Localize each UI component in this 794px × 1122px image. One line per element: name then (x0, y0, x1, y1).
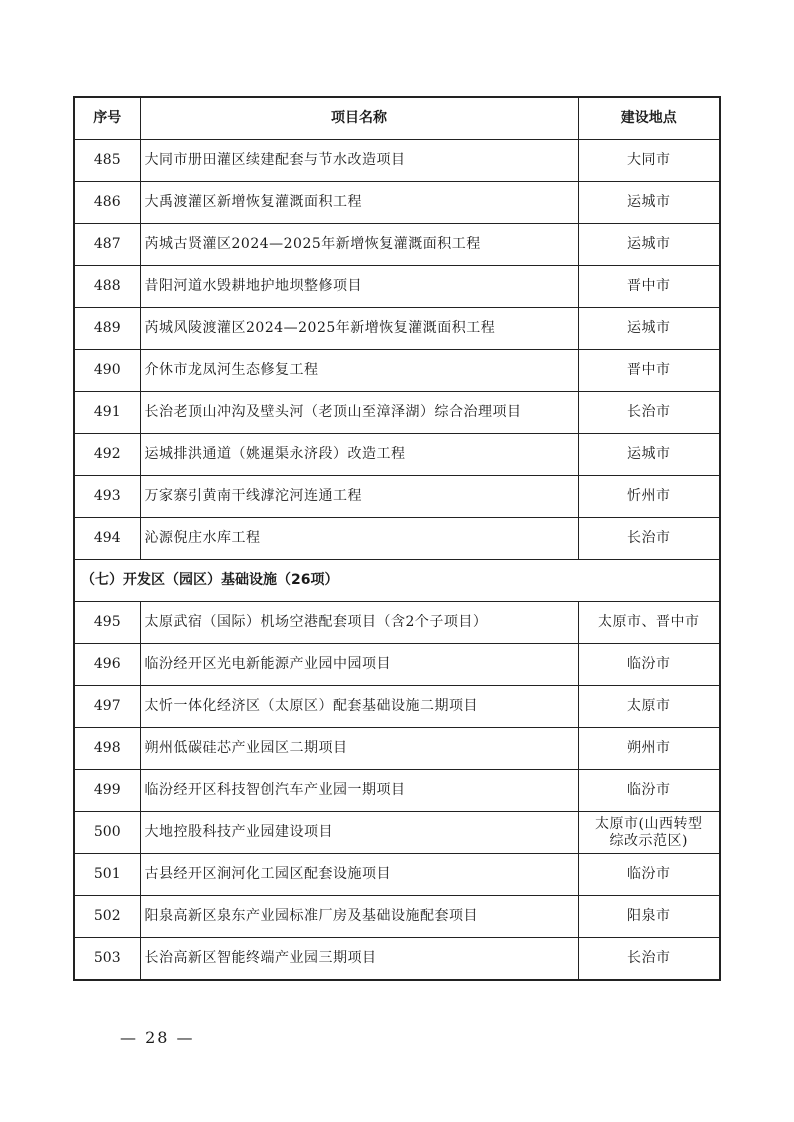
row-name: 昔阳河道水毁耕地护地坝整修项目 (140, 266, 578, 308)
row-name: 朔州低碳硅芯产业园区二期项目 (140, 728, 578, 770)
row-name: 临汾经开区光电新能源产业园中园项目 (140, 644, 578, 686)
header-no: 序号 (74, 97, 140, 140)
page-number: — 28 — (120, 1028, 195, 1047)
table-row (74, 518, 720, 560)
row-name: 临汾经开区科技智创汽车产业园一期项目 (140, 770, 578, 812)
row-name: 运城排洪通道（姚暹渠永济段）改造工程 (140, 434, 578, 476)
row-name: 阳泉高新区泉东产业园标准厂房及基础设施配套项目 (140, 896, 578, 938)
row-no: 490 (74, 350, 140, 392)
row-location: 运城市 (578, 434, 720, 476)
section-row (74, 560, 720, 602)
row-location: 长治市 (578, 518, 720, 560)
row-no: 495 (74, 602, 140, 644)
row-name: 太忻一体化经济区（太原区）配套基础设施二期项目 (140, 686, 578, 728)
table-row (74, 140, 720, 182)
row-no: 503 (74, 938, 140, 981)
row-no: 488 (74, 266, 140, 308)
table-row (74, 392, 720, 434)
row-name: 大禹渡灌区新增恢复灌溉面积工程 (140, 182, 578, 224)
row-name: 大同市册田灌区续建配套与节水改造项目 (140, 140, 578, 182)
row-no: 500 (74, 812, 140, 854)
table-row (74, 308, 720, 350)
table-row (74, 728, 720, 770)
row-location-line2: 综改示范区) (609, 832, 688, 849)
row-no: 496 (74, 644, 140, 686)
table-row (74, 896, 720, 938)
row-location: 大同市 (578, 140, 720, 182)
row-location: 临汾市 (578, 854, 720, 896)
row-location: 朔州市 (578, 728, 720, 770)
row-name: 介休市龙凤河生态修复工程 (140, 350, 578, 392)
row-location: 阳泉市 (578, 896, 720, 938)
row-name: 大地控股科技产业园建设项目 (140, 812, 578, 854)
row-name: 芮城风陵渡灌区2024—2025年新增恢复灌溉面积工程 (140, 308, 578, 350)
table-row (74, 812, 720, 854)
row-no: 497 (74, 686, 140, 728)
row-no: 489 (74, 308, 140, 350)
table-row (74, 476, 720, 518)
header-location: 建设地点 (578, 97, 720, 140)
table-row (74, 854, 720, 896)
table-row (74, 266, 720, 308)
row-name: 芮城古贤灌区2024—2025年新增恢复灌溉面积工程 (140, 224, 578, 266)
table-row (74, 644, 720, 686)
row-no: 501 (74, 854, 140, 896)
table-row (74, 686, 720, 728)
row-location: 忻州市 (578, 476, 720, 518)
row-location: 运城市 (578, 182, 720, 224)
row-no: 493 (74, 476, 140, 518)
row-location: 临汾市 (578, 644, 720, 686)
table-row (74, 770, 720, 812)
table-row (74, 434, 720, 476)
table-row (74, 182, 720, 224)
row-location: 长治市 (578, 938, 720, 981)
row-no: 485 (74, 140, 140, 182)
row-name: 万家寨引黄南干线滹沱河连通工程 (140, 476, 578, 518)
row-location: 晋中市 (578, 266, 720, 308)
row-location: 临汾市 (578, 770, 720, 812)
header-name: 项目名称 (140, 97, 578, 140)
row-no: 492 (74, 434, 140, 476)
table-row (74, 938, 720, 981)
section-title: （七）开发区（园区）基础设施（26项） (74, 560, 720, 602)
row-name: 太原武宿（国际）机场空港配套项目（含2个子项目） (140, 602, 578, 644)
table-row (74, 350, 720, 392)
row-name: 沁源倪庄水库工程 (140, 518, 578, 560)
row-name: 古县经开区涧河化工园区配套设施项目 (140, 854, 578, 896)
row-no: 498 (74, 728, 140, 770)
row-location: 运城市 (578, 224, 720, 266)
row-name: 长治老顶山冲沟及壁头河（老顶山至漳泽湖）综合治理项目 (140, 392, 578, 434)
row-no: 486 (74, 182, 140, 224)
row-location-line1: 太原市(山西转型 (595, 815, 703, 832)
row-location (578, 812, 720, 854)
table-row (74, 602, 720, 644)
row-location: 运城市 (578, 308, 720, 350)
table-header-row (74, 97, 720, 140)
row-no: 491 (74, 392, 140, 434)
row-location: 太原市 (578, 686, 720, 728)
table-row (74, 224, 720, 266)
row-no: 499 (74, 770, 140, 812)
row-no: 502 (74, 896, 140, 938)
row-no: 487 (74, 224, 140, 266)
row-no: 494 (74, 518, 140, 560)
row-location: 太原市、晋中市 (578, 602, 720, 644)
row-name: 长治高新区智能终端产业园三期项目 (140, 938, 578, 981)
row-location: 晋中市 (578, 350, 720, 392)
row-location: 长治市 (578, 392, 720, 434)
project-table (73, 96, 721, 981)
